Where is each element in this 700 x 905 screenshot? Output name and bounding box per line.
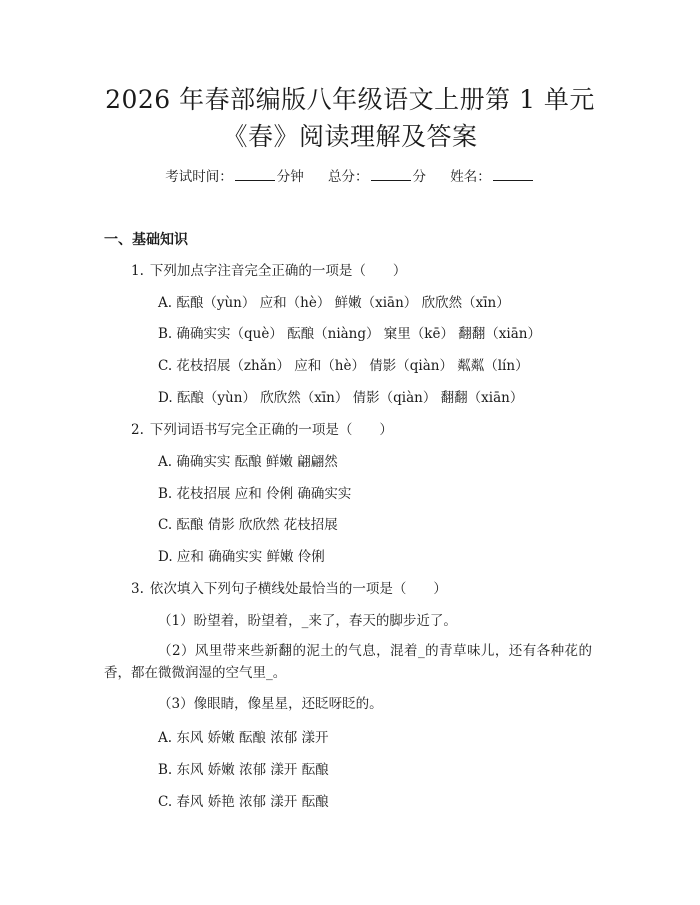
question-3-option-c: C. 春风 娇艳 浓郁 漾开 酝酿 bbox=[158, 794, 329, 810]
exam-time-label: 考试时间： bbox=[165, 169, 233, 185]
question-1-option-c: C. 花枝招展（zhǎn） 应和（hè） 倩影（qiàn） 粼粼（lín） bbox=[158, 358, 529, 374]
question-1-option-b: B. 确确实实（què） 酝酿（niàng） 窠里（kē） 翻翻（xiān） bbox=[158, 326, 541, 342]
question-2-option-d: D. 应和 确确实实 鲜嫩 伶俐 bbox=[158, 549, 325, 565]
document-title-line-2: 《春》阅读理解及答案 bbox=[222, 122, 478, 151]
question-3-number: 3. bbox=[131, 581, 144, 597]
question-1-number: 1. bbox=[131, 263, 144, 279]
student-name-blank bbox=[493, 168, 533, 181]
total-score-field bbox=[328, 168, 426, 186]
total-score-blank bbox=[371, 168, 411, 181]
question-3-option-b: B. 东风 娇嫩 浓郁 漾开 酝酿 bbox=[158, 762, 329, 778]
question-2-option-c: C. 酝酿 倩影 欣欣然 花枝招展 bbox=[158, 517, 338, 533]
question-2-option-b: B. 花枝招展 应和 伶俐 确确实实 bbox=[158, 486, 352, 502]
question-2-number: 2. bbox=[131, 422, 144, 438]
question-2 bbox=[131, 421, 393, 439]
question-1-option-d: D. 酝酿（yùn） 欣欣然（xīn） 倩影（qiàn） 翻翻（xiān） bbox=[158, 390, 524, 406]
exam-info-line bbox=[0, 168, 700, 186]
exam-time-unit: 分钟 bbox=[276, 169, 304, 185]
question-3 bbox=[131, 580, 447, 598]
question-1-text: 下列加点字注音完全正确的一项是（ ） bbox=[149, 263, 407, 279]
total-score-label: 总分： bbox=[328, 169, 369, 185]
question-3-text: 依次填入下列句子横线处最恰当的一项是（ ） bbox=[149, 581, 447, 597]
document-title-line-1: 2026 年春部编版八年级语文上册第 1 单元 bbox=[105, 85, 595, 114]
student-name-field bbox=[450, 168, 535, 186]
question-3-option-a: A. 东风 娇嫩 酝酿 浓郁 漾开 bbox=[158, 730, 329, 746]
student-name-label: 姓名： bbox=[450, 169, 491, 185]
question-2-option-a: A. 确确实实 酝酿 鲜嫩 翩翩然 bbox=[158, 454, 338, 470]
question-1 bbox=[131, 262, 406, 280]
question-3-sentence-1: （1）盼望着，盼望着，_来了，春天的脚步近了。 bbox=[158, 613, 457, 629]
question-1-option-a: A. 酝酿（yùn） 应和（hè） 鲜嫩（xiān） 欣欣然（xīn） bbox=[158, 295, 510, 311]
section-title-basic-knowledge: 一、基础知识 bbox=[104, 232, 188, 248]
question-3-sentence-2: （2）风里带来些新翻的泥土的气息，混着_的青草味儿，还有各种花的香，都在微微润湿的空气里_。 bbox=[104, 643, 592, 681]
exam-time-field bbox=[165, 168, 304, 186]
exam-time-blank bbox=[235, 168, 275, 181]
question-2-text: 下列词语书写完全正确的一项是（ ） bbox=[149, 422, 393, 438]
question-3-sentence-3: （3）像眼睛，像星星，还眨呀眨的。 bbox=[158, 696, 383, 712]
total-score-unit: 分 bbox=[412, 169, 426, 185]
